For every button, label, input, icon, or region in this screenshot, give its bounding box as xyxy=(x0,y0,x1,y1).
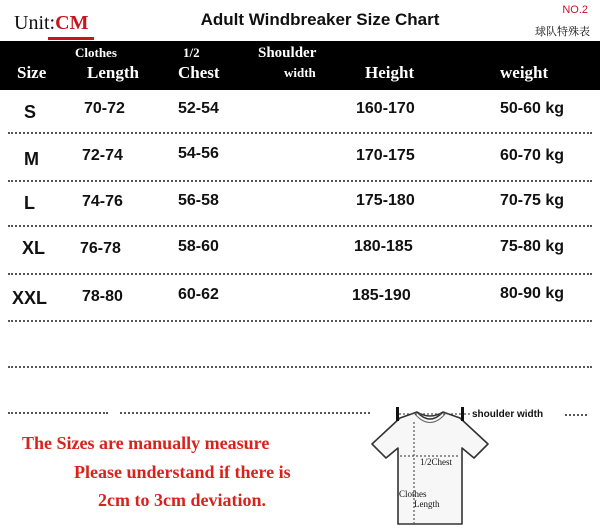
cell-height: 175-180 xyxy=(356,192,415,209)
cell-weight: 75-80 kg xyxy=(500,238,565,255)
row-divider xyxy=(8,132,592,134)
header-length-bottom: Length xyxy=(87,63,139,82)
header-shoulder-top: Shoulder xyxy=(258,45,317,61)
cell-chest: 60-62 xyxy=(178,286,219,303)
cell-size: S xyxy=(24,102,37,122)
cell-weight: 80-90 kg xyxy=(500,285,565,302)
cell-chest: 58-60 xyxy=(178,238,219,255)
page-title: Adult Windbreaker Size Chart xyxy=(200,10,440,29)
cell-length: 76-78 xyxy=(80,240,121,257)
row-divider xyxy=(8,412,108,414)
cell-weight: 50-60 kg xyxy=(500,100,565,117)
chart-number: NO.2 xyxy=(562,4,588,16)
cell-height: 160-170 xyxy=(356,100,415,117)
header-length-top: Clothes xyxy=(75,45,117,60)
cell-height: 170-175 xyxy=(356,147,415,164)
cell-size: L xyxy=(24,193,35,213)
cell-size: XL xyxy=(22,238,46,258)
row-divider xyxy=(120,412,370,414)
header-chest-bottom: Chest xyxy=(178,63,220,82)
cell-length: 78-80 xyxy=(82,288,123,305)
table-row xyxy=(0,143,600,189)
diagram-length-label-1: Clothes xyxy=(399,489,427,499)
note-line-2: Please understand if there is xyxy=(74,462,291,482)
cell-size: M xyxy=(24,149,39,169)
unit-underline xyxy=(48,37,94,40)
cell-length: 74-76 xyxy=(82,193,123,210)
cell-height: 185-190 xyxy=(352,287,411,304)
diagram-chest-label: 1/2Chest xyxy=(420,457,453,467)
table-row xyxy=(0,96,600,142)
cell-weight: 60-70 kg xyxy=(500,147,565,164)
chart-subtitle-cn: 球队特殊表 xyxy=(535,26,590,38)
header-chest-top: 1/2 xyxy=(183,45,200,60)
row-divider xyxy=(8,180,592,182)
unit-prefix: Unit: xyxy=(14,12,56,34)
note-line-1: The Sizes are manually measure xyxy=(22,433,270,453)
cell-size: XXL xyxy=(12,288,48,308)
table-header xyxy=(0,41,600,90)
header-height: Height xyxy=(365,63,415,82)
unit-value: CM xyxy=(55,12,89,34)
cell-chest: 52-54 xyxy=(178,100,219,117)
row-divider xyxy=(8,366,592,368)
cell-length: 70-72 xyxy=(84,100,125,117)
row-divider xyxy=(8,320,592,322)
header-size: Size xyxy=(17,63,47,82)
table-row xyxy=(0,189,600,235)
cell-length: 72-74 xyxy=(82,147,123,164)
cell-chest: 56-58 xyxy=(178,192,219,209)
cell-height: 180-185 xyxy=(354,238,413,255)
diagram-shoulder-label: shoulder width xyxy=(472,409,544,420)
diagram-length-label-2: Length xyxy=(414,499,440,509)
row-divider xyxy=(8,225,592,227)
note-line-3: 2cm to 3cm deviation. xyxy=(98,490,266,510)
cell-weight: 70-75 kg xyxy=(500,192,565,209)
row-divider xyxy=(8,273,592,275)
unit-label xyxy=(14,12,88,35)
diagram-shoulder-leader xyxy=(565,414,587,416)
header-shoulder-bottom: width xyxy=(284,65,316,80)
cell-chest: 54-56 xyxy=(178,145,219,162)
header-weight: weight xyxy=(500,63,549,82)
